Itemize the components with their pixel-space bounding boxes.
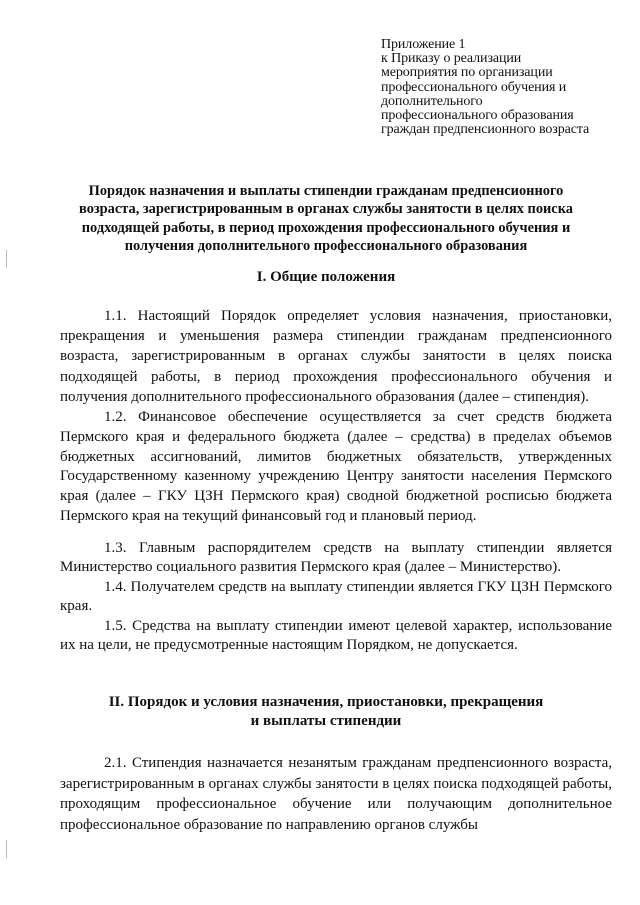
appendix-line: дополнительного [381, 93, 483, 109]
scan-margin-mark [6, 250, 7, 268]
paragraph-1-1: 1.1. Настоящий Порядок определяет условия назначения, приостановки, прекращения и уменьшения размера стипендии гражданам предпенсионного возраста, зарегистрированным в органах службы занятости в целях поиска подходящей работы, в период прохождения профессионального обучения и получения дополнительного профессионального образования (далее – стипендия). [60, 308, 612, 405]
appendix-note [381, 38, 631, 137]
document-title: Порядок назначения и выплаты стипендии гражданам предпенсионного возраста, зарегистрированным в органах службы занятости в целях поиска подходящей работы, в период прохождения профессионального обучения и получения дополнительного профессионального образования [79, 183, 573, 255]
scan-margin-mark [6, 840, 7, 858]
appendix-line: профессионального образования [381, 108, 574, 124]
paragraph-1-3: 1.3. Главным распорядителем средств на выплату стипендии является Министерство социального развития Пермского края (далее – Министерство). [60, 540, 612, 576]
paragraph-2-1: 2.1. Стипендия назначается незанятым гражданам предпенсионного возраста, зарегистрированным в органах службы занятости в целях поиска подходящей работы, проходящим профессиональное обучение или получающим дополнительное профессиональное образование по направлению органов службы [60, 755, 612, 833]
appendix-line: мероприятия по организации [381, 65, 553, 81]
appendix-line: Приложение 1 [381, 37, 466, 52]
appendix-line: к Приказу о реализации [381, 51, 522, 67]
appendix-line: граждан предпенсионного возраста [381, 122, 590, 138]
paragraph-1-2: 1.2. Финансовое обеспечение осуществляется за счет средств бюджета Пермского края и федерального бюджета (далее – средства) в пределах объемов бюджетных ассигнований, лимитов бюджетных обязательств, утвержденных Государственному казенному учреждению Центру занятости населения Пермского края (далее – ГКУ ЦЗН Пермского края) сводной бюджетной росписью бюджета Пермского края на текущий финансовый год и плановый период. [60, 409, 612, 524]
section-heading-line: II. Порядок и условия назначения, приостановки, прекращения [108, 694, 544, 710]
paragraph-1-4: 1.4. Получателем средств на выплату стипендии является ГКУ ЦЗН Пермского края. [60, 579, 612, 615]
appendix-line: профессионального обучения и [381, 79, 567, 95]
section-heading-procedure [60, 693, 592, 731]
section-heading-general: I. Общие положения [256, 269, 396, 285]
paragraph-1-5: 1.5. Средства на выплату стипендии имеют целевой характер, использование их на цели, не предусмотренные настоящим Порядком, не допускается. [60, 618, 612, 654]
section-heading-line: и выплаты стипендии [250, 713, 402, 729]
